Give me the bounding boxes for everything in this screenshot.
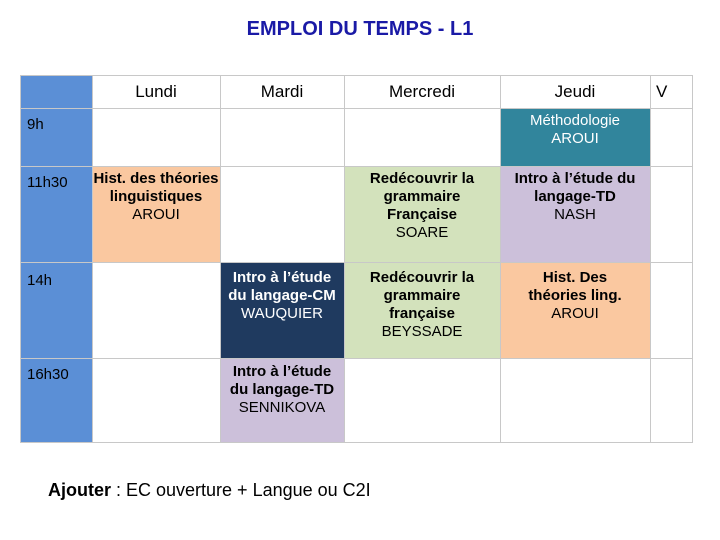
course-title: Intro à l’étude du langage-CM bbox=[228, 269, 336, 304]
footer-label: Ajouter bbox=[48, 480, 111, 500]
grid-line bbox=[650, 75, 651, 442]
course-title: Hist. Des théories ling. bbox=[528, 269, 622, 304]
time-label-16h30: 16h30 bbox=[27, 366, 69, 383]
footer-text: : EC ouverture + Langue ou C2I bbox=[111, 480, 371, 500]
course-mardi-16h30 bbox=[226, 363, 338, 417]
course-jeudi-9h bbox=[500, 112, 650, 148]
course-teacher: AROUI bbox=[132, 206, 180, 223]
grid-line bbox=[92, 75, 93, 442]
course-teacher: BEYSSADE bbox=[381, 323, 463, 340]
course-title: Redécouvrir la grammaire française bbox=[369, 269, 475, 322]
course-mercredi-14h bbox=[352, 269, 492, 341]
page-title: EMPLOI DU TEMPS - L1 bbox=[246, 18, 474, 40]
grid-line bbox=[20, 166, 693, 167]
grid-line bbox=[20, 108, 693, 109]
day-header-vendredi: V bbox=[656, 82, 668, 101]
time-label-14h: 14h bbox=[27, 272, 53, 289]
time-label-9h: 9h bbox=[27, 116, 44, 133]
course-mardi-14h bbox=[226, 269, 338, 323]
grid-line bbox=[20, 442, 693, 443]
course-lundi-11h30 bbox=[92, 170, 220, 224]
course-teacher: SENNIKOVA bbox=[238, 399, 326, 416]
grid-line bbox=[220, 75, 221, 442]
course-title: Intro à l’étude du langage-TD bbox=[229, 363, 335, 398]
course-teacher: WAUQUIER bbox=[241, 305, 323, 322]
course-mercredi-11h30 bbox=[352, 170, 492, 242]
course-jeudi-14h bbox=[520, 269, 630, 323]
day-header-lundi: Lundi bbox=[135, 82, 177, 101]
course-teacher: NASH bbox=[554, 206, 596, 223]
grid-line bbox=[20, 75, 693, 76]
course-title: Intro à l’étude du langage-TD bbox=[514, 170, 636, 205]
day-header-mercredi: Mercredi bbox=[388, 82, 456, 101]
grid-line bbox=[692, 75, 693, 442]
course-title: Hist. des théories linguistiques bbox=[93, 170, 219, 205]
footer-note bbox=[48, 480, 371, 501]
grid-line bbox=[20, 358, 693, 359]
time-label-11h30: 11h30 bbox=[27, 174, 68, 191]
grid-line bbox=[20, 75, 21, 442]
course-jeudi-11h30 bbox=[510, 170, 640, 224]
course-title: Méthodologie bbox=[529, 112, 621, 129]
course-teacher: SOARE bbox=[395, 224, 449, 241]
day-header-jeudi: Jeudi bbox=[554, 82, 596, 101]
day-header-mardi: Mardi bbox=[260, 82, 304, 101]
grid-line bbox=[20, 262, 693, 263]
course-teacher: AROUI bbox=[551, 305, 599, 322]
course-teacher: AROUI bbox=[551, 130, 599, 147]
course-title: Redécouvrir la grammaire Française bbox=[369, 170, 475, 223]
grid-line bbox=[344, 75, 345, 442]
